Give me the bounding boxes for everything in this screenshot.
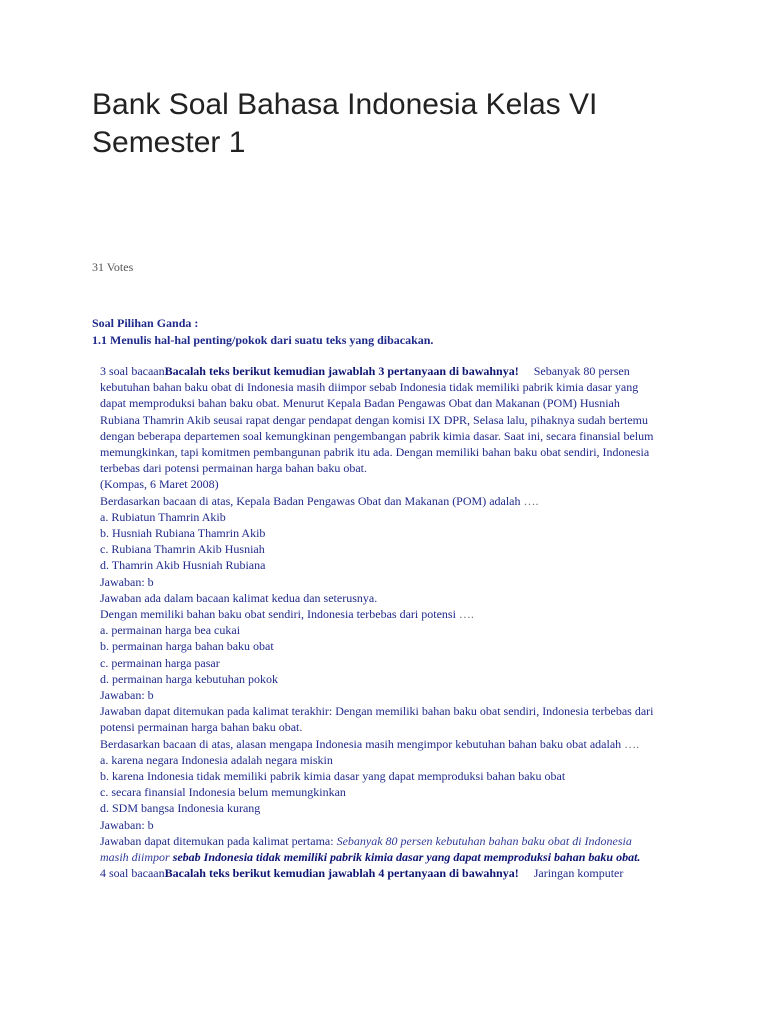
question-3-explanation-quote: Sebanyak 80 persen kebutuhan bahan baku obat di Indonesia masih diimpor <box>100 833 632 865</box>
question-3-option-d: d. SDM bangsa Indonesia kurang <box>100 801 261 816</box>
question-2-dots: …. <box>458 607 474 622</box>
passage-1-text: Sebanyak 80 persen kebutuhan bahan baku obat di Indonesia masih diimpor sebab Indonesia tidak memiliki pabrik kimia dasar yang dapat memproduksi bahan baku obat. Menurut Kepala Badan Pengawas Obat dan Makanan (POM) Husniah Rubiana Thamrin Akib seusai rapat dengar pendapat dengan komisi IX DPR, Selasa lalu, pihaknya sudah bertemu dengan beberapa departemen soal kemungkinan pengembangan pabrik kimia dasar. Saat ini, secara finansial belum memungkinkan, tapi komitmen pembangunan pabrik itu ada. Dengan memiliki bahan baku obat sendiri, Indonesia terbebas dari potensi permainan harga bahan baku obat. <box>100 364 654 476</box>
question-3-explanation-prefix: Jawaban dapat ditemukan pada kalimat pertama: <box>100 833 334 848</box>
question-1-answer: Jawaban: b <box>100 574 154 589</box>
question-3-option-c: c. secara finansial Indonesia belum memungkinkan <box>100 785 346 800</box>
question-2-explanation: Jawaban dapat ditemukan pada kalimat terakhir: Dengan memiliki bahan baku obat sendiri, Indonesia terbebas dari potensi permainan harga bahan baku obat. <box>100 704 654 735</box>
question-3-option-a: a. karena negara Indonesia adalah negara miskin <box>100 752 333 767</box>
passage-1-instruction: Bacalah teks berikut kemudian jawablah 3 pertanyaan di bawahnya! <box>164 364 519 378</box>
passage-2-text: Jaringan komputer <box>533 866 624 881</box>
section-header <box>92 315 433 349</box>
question-1-text: Berdasarkan bacaan di atas, Kepala Badan Pengawas Obat dan Makanan (POM) adalah …. <box>100 493 539 508</box>
passage-2-prefix: 4 soal bacaan <box>100 866 165 881</box>
question-3-explanation <box>100 833 660 865</box>
question-2-option-d: d. permainan harga kebutuhan pokok <box>100 671 279 686</box>
passage-1 <box>100 363 660 493</box>
question-1-option-c: c. Rubiana Thamrin Akib Husniah <box>100 542 265 557</box>
section-title: Soal Pilihan Ganda : <box>92 316 199 330</box>
question-1-explanation: Jawaban ada dalam bacaan kalimat kedua dan seterusnya. <box>100 590 378 605</box>
question-3-text: Berdasarkan bacaan di atas, alasan mengapa Indonesia masih mengimpor kebutuhan bahan baku obat adalah …. <box>100 736 640 751</box>
passage-2-instruction: Bacalah teks berikut kemudian jawablah 4 pertanyaan di bawahnya! <box>164 866 519 881</box>
question-2-text: Dengan memiliki bahan baku obat sendiri, Indonesia terbebas dari potensi …. <box>100 607 474 622</box>
passage-1-source: (Kompas, 6 Maret 2008) <box>100 477 219 492</box>
question-2-option-b: b. permainan harga bahan baku obat <box>100 639 274 654</box>
content-body <box>100 363 660 882</box>
question-1-dots: …. <box>523 493 539 508</box>
question-3-option-b: b. karena Indonesia tidak memiliki pabrik kimia dasar yang dapat memproduksi bahan baku obat <box>100 769 566 784</box>
question-2-option-a: a. permainan harga bea cukai <box>100 623 241 638</box>
passage-2 <box>100 865 660 881</box>
page-title: Bank Soal Bahasa Indonesia Kelas VI Semester 1 <box>92 88 598 159</box>
votes-count: 31 Votes <box>92 260 134 274</box>
subsection-title: 1.1 Menulis hal-hal penting/pokok dari suatu teks yang dibacakan. <box>92 333 434 347</box>
question-2-option-c: c. permainan harga pasar <box>100 655 220 670</box>
question-2-answer: Jawaban: b <box>100 688 154 703</box>
question-1-option-a: a. Rubiatun Thamrin Akib <box>100 509 226 524</box>
question-3-dots: …. <box>624 736 640 751</box>
question-3-answer: Jawaban: b <box>100 817 154 832</box>
question-3-explanation-reason: sebab Indonesia tidak memiliki pabrik kimia dasar yang dapat memproduksi bahan baku obat. <box>172 850 641 865</box>
passage-1-prefix: 3 soal bacaan <box>100 364 165 378</box>
question-1-option-b: b. Husniah Rubiana Thamrin Akib <box>100 526 266 541</box>
question-1-option-d: d. Thamrin Akib Husniah Rubiana <box>100 558 266 573</box>
